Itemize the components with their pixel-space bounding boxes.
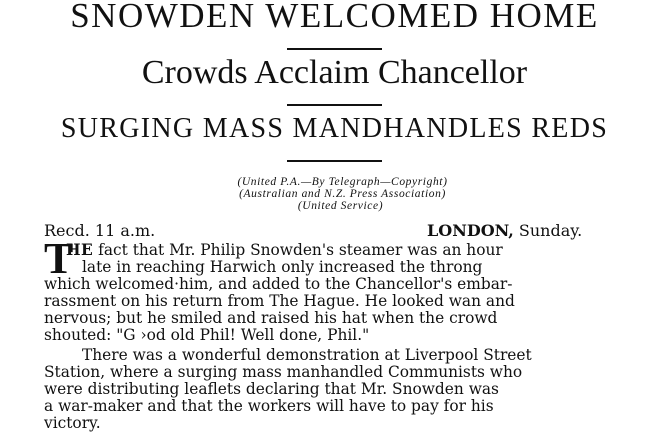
headline-main: SNOWDEN WELCOMED HOME (70, 0, 599, 35)
headline-deck: SURGING MASS MANDHANDLES REDS (60, 113, 609, 144)
drop-cap: T (44, 234, 74, 283)
body-line: were distributing leaflets declaring that Mr. Snowden was (44, 380, 499, 398)
headline-divider (287, 160, 382, 162)
wire-credit-line: (United P.A.—By Telegraph—Copyright) (237, 176, 448, 188)
lead-caps: HE (66, 241, 94, 259)
body-text: fact that Mr. Philip Snowden's steamer was an hour (93, 241, 503, 259)
wire-credit-line: (United Service) (297, 200, 384, 212)
body-line: which welcomed·him, and added to the Chancellor's embar- (44, 275, 513, 293)
body-line: shouted: "G ›od old Phil! Well done, Phil." (44, 326, 370, 344)
body-line: victory. (44, 414, 101, 432)
body-line: late in reaching Harwich only increased the throng (82, 258, 483, 276)
dateline-place (427, 221, 582, 240)
dateline-day: Sunday. (513, 221, 583, 240)
headline-divider (287, 48, 382, 50)
wire-credit-line: (Australian and N.Z. Press Association) (239, 188, 446, 200)
body-line: There was a wonderful demonstration at Liverpool Street (82, 346, 532, 364)
headline-sub: Crowds Acclaim Chancellor (141, 54, 528, 91)
received-time: Recd. 11 a.m. (44, 221, 156, 240)
body-line: a war-maker and that the workers will have to pay for his (44, 397, 494, 415)
body-line: rassment on his return from The Hague. He looked wan and (44, 292, 515, 310)
body-line (66, 241, 503, 259)
body-line: nervous; but he smiled and raised his hat when the crowd (44, 309, 498, 327)
body-line: Station, where a surging mass manhandled Communists who (44, 363, 523, 381)
dateline-city: LONDON, (427, 221, 514, 240)
headline-divider (287, 104, 382, 106)
